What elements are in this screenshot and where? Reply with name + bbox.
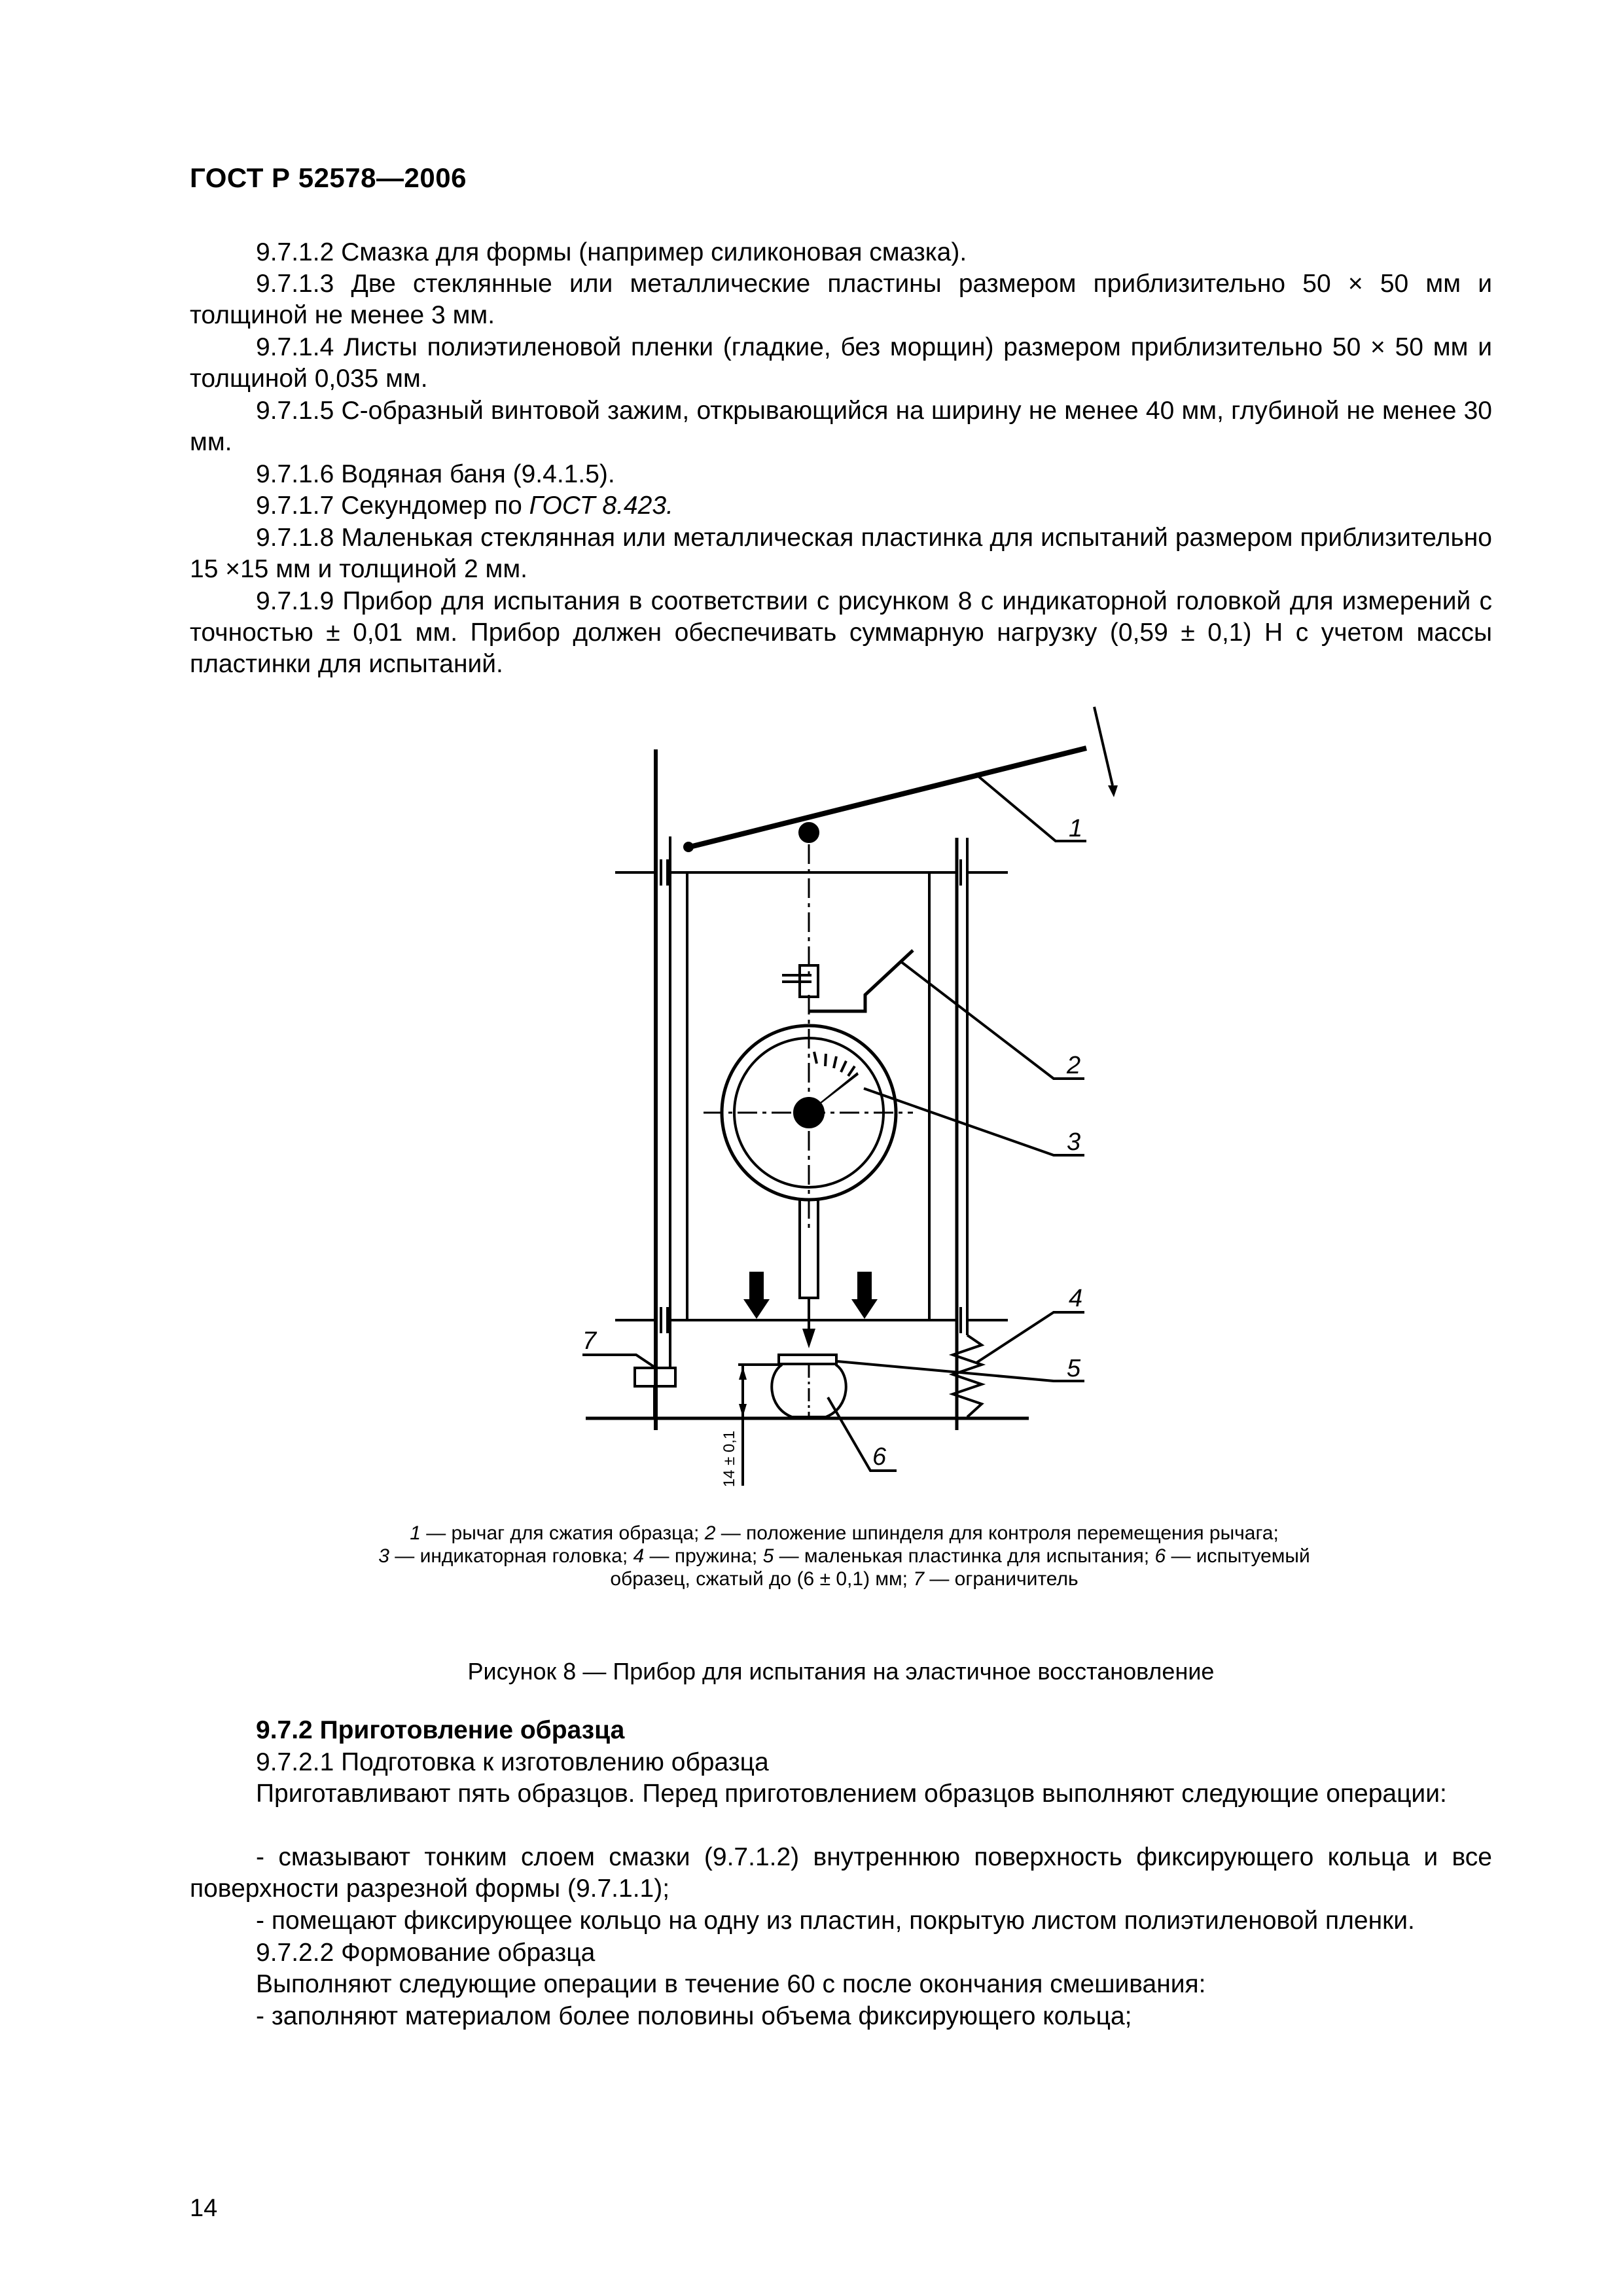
legend-text-5: — маленькая пластинка для испытания;: [774, 1545, 1155, 1567]
paragraph-9-7-1-6: 9.7.1.6 Водяная баня (9.4.1.5).: [256, 460, 615, 488]
load-arrow-left-shaft: [751, 1273, 762, 1299]
callout-5: 5: [1067, 1355, 1081, 1382]
paragraph-9-7-1-7-text: 9.7.1.7 Секундомер по: [256, 492, 529, 520]
legend-text-4: — пружина;: [644, 1545, 763, 1567]
callout-2: 2: [1067, 1052, 1081, 1079]
load-arrow-left-head: [743, 1299, 770, 1319]
test-plate: [779, 1355, 836, 1364]
figure-title: Рисунок 8 — Прибор для испытания на эластичное восстановление: [467, 1658, 1215, 1685]
paragraph-9-7-2-1: 9.7.2.1 Подготовка к изготовлению образца: [256, 1748, 769, 1776]
callout-7: 7: [582, 1327, 597, 1355]
force-arrow-head: [1108, 785, 1118, 797]
paragraph-9-7-1-5: 9.7.1.5 С-образный винтовой зажим, открывающийся на ширину не менее 40 мм, глубиной не менее 30 мм.: [190, 397, 1492, 456]
callout-4: 4: [1069, 1285, 1083, 1312]
legend-num-2: 2: [704, 1522, 716, 1544]
legend-text-2: — положение шпинделя для контроля перемещения рычага;: [715, 1522, 1279, 1544]
document-header: ГОСТ Р 52578—2006: [190, 162, 467, 193]
legend-num-5: 5: [762, 1545, 774, 1567]
force-arrow-line: [1094, 707, 1113, 785]
paragraph-9-7-2-2: 9.7.2.2 Формование образца: [256, 1939, 596, 1967]
legend-num-1: 1: [410, 1522, 421, 1544]
legend-num-4: 4: [633, 1545, 645, 1567]
dial-hub: [794, 1098, 823, 1127]
page-number: 14: [190, 2195, 218, 2222]
load-arrow-right-head: [851, 1299, 878, 1319]
paragraph-9-7-1-8: 9.7.1.8 Маленькая стеклянная или металлическая пластинка для испытаний размером приблизительно 15 ×15 мм и толщиной 2 мм.: [190, 524, 1492, 583]
list-item-fill: - заполняют материалом более половины объема фиксирующего кольца;: [256, 2002, 1132, 2030]
paragraph-9-7-1-3: 9.7.1.3 Две стеклянные или металлические пластины размером приблизительно 50 × 50 мм и толщиной не менее 3 мм.: [190, 270, 1492, 329]
callout-1: 1: [1069, 815, 1083, 842]
section-heading: 9.7.2 Приготовление образца: [256, 1716, 625, 1744]
paragraph-operations: Выполняют следующие операции в течение 60 с после окончания смешивания:: [256, 1970, 1206, 1998]
legend-text-1: — рычаг для сжатия образца;: [420, 1522, 705, 1544]
legend-num-3: 3: [378, 1545, 389, 1567]
callout-3: 3: [1067, 1128, 1081, 1156]
paragraph-9-7-1-9: 9.7.1.9 Прибор для испытания в соответствии с рисунком 8 с индикаторной головкой для измерений с точностью ± 0,01 мм. Прибор должен обеспечивать суммарную нагрузку (0,59 ± 0,1) Н с учетом массы пластинки для испытаний.: [190, 587, 1492, 678]
legend-text-7: — ограничитель: [924, 1568, 1079, 1590]
list-item-place-ring: - помещают фиксирующее кольцо на одну из пластин, покрытую листом полиэтиленовой пленки.: [256, 1907, 1415, 1935]
spindle-tip: [802, 1329, 815, 1348]
legend-text-6: — испытуемый: [1166, 1545, 1310, 1567]
spindle-position-arm: [809, 950, 913, 1011]
standard-reference: ГОСТ 8.423.: [529, 492, 673, 520]
legend-text-3: — индикаторная головка;: [389, 1545, 633, 1567]
leader-2: [900, 961, 1084, 1079]
figure-legend: [288, 1522, 1400, 1590]
legend-num-6: 6: [1154, 1545, 1166, 1567]
dimension-label: 14 ± 0,1: [721, 1430, 738, 1488]
lever-pivot: [685, 843, 692, 851]
lever-ball: [800, 823, 818, 842]
lever-line: [687, 748, 1086, 848]
paragraph-9-7-1-4: 9.7.1.4 Листы полиэтиленовой пленки (гладкие, без морщин) размером приблизительно 50 × 50 мм и толщиной 0,035 мм.: [190, 333, 1492, 393]
callout-6: 6: [872, 1443, 887, 1471]
paragraph-9-7-1-2: 9.7.1.2 Смазка для формы (например силиконовая смазка).: [256, 238, 967, 266]
dial-ticks: [814, 1052, 855, 1076]
legend-num-7: 7: [913, 1568, 925, 1590]
list-item-lubricate: - смазывают тонким слоем смазки (9.7.1.2) внутреннюю поверхность фиксирующего кольца и все поверхности разрезной формы (9.7.1.1);: [190, 1843, 1492, 1903]
load-arrow-right-shaft: [859, 1273, 870, 1299]
legend-text-6b: образец, сжатый до (6 ± 0,1) мм;: [610, 1568, 914, 1590]
paragraph-preparation: Приготавливают пять образцов. Перед приготовлением образцов выполняют следующие операции:: [256, 1780, 1447, 1808]
